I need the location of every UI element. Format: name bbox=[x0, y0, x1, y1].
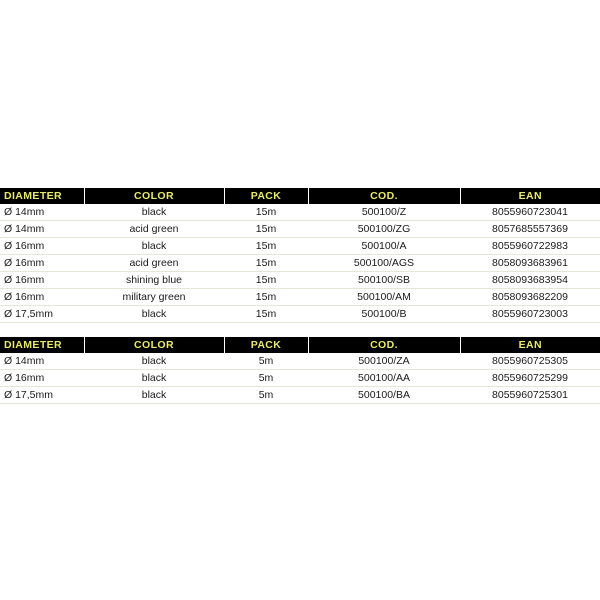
cell-diameter: Ø 16mm bbox=[0, 289, 84, 306]
cell-color: acid green bbox=[84, 221, 224, 238]
cell-pack: 15m bbox=[224, 204, 308, 221]
table-row bbox=[0, 370, 600, 387]
cell-diameter: Ø 16mm bbox=[0, 370, 84, 387]
table-5m-body bbox=[0, 353, 600, 404]
cell-color: black bbox=[84, 387, 224, 404]
cell-cod: 500100/SB bbox=[308, 272, 460, 289]
table-row bbox=[0, 255, 600, 272]
cell-diameter: Ø 16mm bbox=[0, 255, 84, 272]
cell-color: black bbox=[84, 370, 224, 387]
table-row bbox=[0, 353, 600, 370]
cell-ean: 8055960725299 bbox=[460, 370, 600, 387]
cell-color: black bbox=[84, 204, 224, 221]
column-header-pack: PACK bbox=[224, 337, 308, 353]
column-header-pack: PACK bbox=[224, 188, 308, 204]
cell-pack: 5m bbox=[224, 387, 308, 404]
cell-pack: 5m bbox=[224, 353, 308, 370]
cell-cod: 500100/A bbox=[308, 238, 460, 255]
column-header-diameter: DIAMETER bbox=[0, 188, 84, 204]
cell-cod: 500100/AM bbox=[308, 289, 460, 306]
cell-cod: 500100/BA bbox=[308, 387, 460, 404]
cell-ean: 8055960722983 bbox=[460, 238, 600, 255]
table-row bbox=[0, 221, 600, 238]
cell-ean: 8058093682209 bbox=[460, 289, 600, 306]
cell-cod: 500100/Z bbox=[308, 204, 460, 221]
cell-diameter: Ø 14mm bbox=[0, 204, 84, 221]
cell-pack: 15m bbox=[224, 289, 308, 306]
cell-ean: 8057685557369 bbox=[460, 221, 600, 238]
table-header-row bbox=[0, 188, 600, 204]
table-15m-header bbox=[0, 188, 600, 204]
table-15m-body bbox=[0, 204, 600, 323]
column-header-cod: COD. bbox=[308, 188, 460, 204]
cell-color: black bbox=[84, 238, 224, 255]
cell-diameter: Ø 14mm bbox=[0, 221, 84, 238]
cell-ean: 8058093683961 bbox=[460, 255, 600, 272]
cell-color: military green bbox=[84, 289, 224, 306]
column-header-color: COLOR bbox=[84, 188, 224, 204]
cell-diameter: Ø 14mm bbox=[0, 353, 84, 370]
cell-cod: 500100/ZA bbox=[308, 353, 460, 370]
column-header-ean: EAN bbox=[460, 337, 600, 353]
cell-ean: 8055960725301 bbox=[460, 387, 600, 404]
cell-pack: 15m bbox=[224, 306, 308, 323]
cell-diameter: Ø 16mm bbox=[0, 272, 84, 289]
cell-ean: 8055960725305 bbox=[460, 353, 600, 370]
column-header-color: COLOR bbox=[84, 337, 224, 353]
table-row bbox=[0, 306, 600, 323]
column-header-cod: COD. bbox=[308, 337, 460, 353]
cell-cod: 500100/AA bbox=[308, 370, 460, 387]
column-header-ean: EAN bbox=[460, 188, 600, 204]
cell-ean: 8058093683954 bbox=[460, 272, 600, 289]
cell-diameter: Ø 17,5mm bbox=[0, 387, 84, 404]
spec-tables-container bbox=[0, 188, 600, 404]
table-header-row bbox=[0, 337, 600, 353]
table-row bbox=[0, 387, 600, 404]
cell-pack: 5m bbox=[224, 370, 308, 387]
cell-color: shining blue bbox=[84, 272, 224, 289]
cell-diameter: Ø 17,5mm bbox=[0, 306, 84, 323]
cell-diameter: Ø 16mm bbox=[0, 238, 84, 255]
cell-ean: 8055960723041 bbox=[460, 204, 600, 221]
cell-pack: 15m bbox=[224, 255, 308, 272]
table-row bbox=[0, 272, 600, 289]
table-5m bbox=[0, 337, 600, 404]
cell-pack: 15m bbox=[224, 272, 308, 289]
cell-pack: 15m bbox=[224, 221, 308, 238]
cell-cod: 500100/AGS bbox=[308, 255, 460, 272]
cell-color: acid green bbox=[84, 255, 224, 272]
table-row bbox=[0, 238, 600, 255]
table-15m bbox=[0, 188, 600, 323]
table-row bbox=[0, 204, 600, 221]
table-5m-header bbox=[0, 337, 600, 353]
table-row bbox=[0, 289, 600, 306]
column-header-diameter: DIAMETER bbox=[0, 337, 84, 353]
cell-ean: 8055960723003 bbox=[460, 306, 600, 323]
cell-cod: 500100/B bbox=[308, 306, 460, 323]
cell-color: black bbox=[84, 306, 224, 323]
cell-color: black bbox=[84, 353, 224, 370]
cell-cod: 500100/ZG bbox=[308, 221, 460, 238]
cell-pack: 15m bbox=[224, 238, 308, 255]
